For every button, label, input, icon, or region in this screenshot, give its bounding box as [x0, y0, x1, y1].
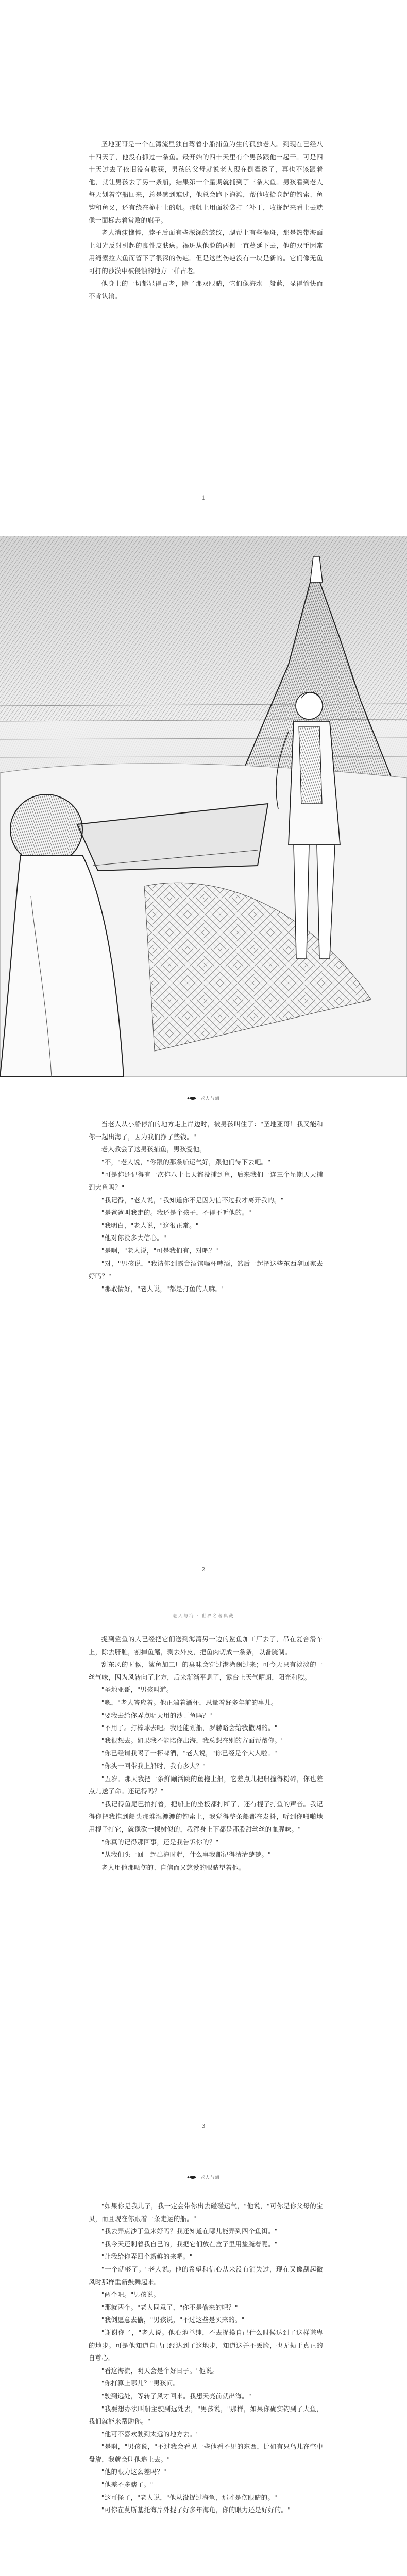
paragraph: 当老人从小船停泊的地方走上岸边时，被男孩叫住了："圣地亚哥！我又能和你一起出海了，因为我们挣了些钱。" [89, 1120, 323, 1141]
paragraph: 捉到鲨鱼的人已经把它们送到海湾另一边的鲨鱼加工厂去了，吊在复合滑车上，除去肝脏，割掉鱼鳍，剥去外皮，把鱼肉切成一条条，以备腌制。 [89, 1635, 323, 1656]
page-1 [0, 0, 407, 536]
paragraph: "你已经请我喝了一杯啤酒，"老人说，"你已经是个大人啦。" [101, 1749, 278, 1757]
paragraph: "我要想办法叫船主驶到远处去，"男孩说，"那样，如果你确实钓到了大鱼，我们就能来帮助你。" [89, 2404, 323, 2426]
paragraph: "驶到远处，等转了风才回来。我想天亮前就出海。" [101, 2392, 251, 2400]
paragraph: "你头一回带我上船时，我有多大？" [101, 1761, 206, 1770]
paragraph: "如果你是我儿子，我一定会带你出去碰碰运气，"他说，"可你是你父母的宝贝，而且现在你跟着一条走运的船。" [89, 2202, 323, 2223]
paragraph: "我倒愿意去偷，"男孩说，"不过这些是买来的。" [101, 2316, 245, 2324]
paragraph: 老人教会了这男孩捕鱼，男孩爱他。 [101, 1145, 206, 1154]
illustration-old-man-and-boy [0, 536, 407, 1077]
fish-icon [187, 1096, 196, 1100]
paragraph: "这可怪了，"老人说，"他从没捉过海龟，那才是伤眼睛的。" [101, 2493, 278, 2501]
page-4 [0, 2154, 407, 2576]
page-3-text [89, 1633, 323, 1874]
paragraph: 圣地亚哥是一个在湾流里独自驾着小船捕鱼为生的孤独老人。到现在已经八十四天了，他没有抓过一条鱼。最开始的四十天里有个男孩跟他一起干。可是四十天过去了依旧没有收获，男孩的父母就说老人现在倒霉透了，再也不该跟着他，就让男孩去了另一条船，结果第一个星期就捕到了三条大鱼。男孩看到老人每天划着空船回来，总是感到难过，他总会跑下海滩，帮他收拾卷起的钓索、鱼钩和鱼叉，还有绕在桅杆上的帆。那帆上用面粉袋打了补丁，收拢起来看上去就像一面标志着常败的旗子。 [89, 140, 323, 224]
paragraph: "让我给你弄四个新鲜的来吧。" [101, 2252, 193, 2261]
illustration-drawing [0, 536, 407, 1077]
paragraph: "我今天还剩着我自己的，我把它们放在盒子里用盐腌着呢。" [101, 2240, 278, 2248]
paragraph: "他的眼力这么差吗？" [101, 2468, 167, 2476]
paragraph: "你真的记得那回事，还是我告诉你的？" [101, 1838, 219, 1846]
paragraph: "那敢情好，"老人说，"都是打鱼的人嘛。" [101, 1284, 225, 1293]
paragraph: "我记得，"老人说，"我知道你不是因为信不过我才离开我的。" [101, 1196, 284, 1204]
paragraph: "圣地亚哥，"男孩叫道。 [101, 1686, 173, 1694]
footer-label: 老人与海 [200, 1096, 220, 1101]
page-4-top-mark [0, 2174, 407, 2180]
paragraph: "一个就够了。"老人说。他的希望和信心从来没有消失过，现在又像刮起微风时那样重新鼓舞起来。 [89, 2265, 323, 2286]
page-2-text [89, 1118, 323, 1295]
page-4-text [89, 2200, 323, 2517]
paragraph: "他可不喜欢驶到太远的地方去。" [101, 2430, 199, 2438]
paragraph: "他差不多瞎了。" [101, 2481, 154, 2489]
page-header: 老人与海 · 世界名著典藏 [173, 1614, 234, 1619]
paragraph: "对，"男孩说，"我请你到露台酒馆喝杯啤酒，然后一起把这些东西拿回家去好吗？" [89, 1259, 323, 1280]
paragraph: "不用了。打棒球去吧。我还能划船，罗赫略会给我撒网的。" [101, 1724, 278, 1732]
paragraph: "那就两个。"老人同意了，"你不是偷来的吧？" [101, 2303, 238, 2311]
page-number: 1 [201, 495, 206, 501]
paragraph: "从我们头一回一起出海时起，什么事我都记得清清楚楚。" [101, 1851, 272, 1859]
paragraph: "两个吧。"男孩说。 [101, 2291, 160, 2299]
paragraph: 老人消瘦憔悴，脖子后面有些深深的皱纹，腮帮上有些褐斑，那是热带海面上阳光反射引起的良性皮肤癌。褐斑从他脸的两侧一直蔓延下去，他的双手因常用绳索拉大鱼而留下了很深的伤疤。但是这些伤疤没有一块是新的。它们像无鱼可打的沙漠中被侵蚀的地方一样古老。 [89, 229, 323, 275]
paragraph: "嗯，"老人答应着。他正端着酒杯，思量着好多年前的事儿。 [101, 1698, 278, 1706]
paragraph: "可是你还记得有一次你八十七天都没捕到鱼，后来我们一连三个星期天天捕到大鱼吗？" [89, 1171, 323, 1191]
paragraph: "是啊，"老人说，"可是我们有，对吧？" [101, 1246, 218, 1255]
paragraph: 他身上的一切都显得古老，除了那双眼睛，它们像海水一般蓝，显得愉快而不肯认输。 [89, 279, 323, 300]
paragraph: "不，"老人说，"你跟的那条船运气好，跟他们待下去吧。" [101, 1158, 271, 1166]
paragraph: "我记得鱼尾巴拍打着，把船上的坐板都打断了，还有棍子打鱼的声音。我记得你把我推到船头那堆湿漉漉的钓索上，我觉得整条船都在发抖，听到你啪啪地用棍子打它，就像砍一棵树似的，我浑身上下都是那股甜丝丝的血腥味。" [89, 1800, 323, 1833]
page-number: 2 [201, 1566, 206, 1573]
page-3 [0, 1597, 407, 2154]
page-1-text [89, 138, 323, 303]
paragraph: "五岁。那天我把一条鲜蹦活跳的鱼拖上船，它差点儿把船撞得粉碎，你也差点儿送了命。还记得吗？" [89, 1774, 323, 1795]
paragraph: "他对你没多大信心。" [101, 1234, 167, 1242]
page-2-top-mark [0, 1095, 407, 1101]
paragraph: "可你在莫斯基托海岸外捉了好多年海龟，你的眼力还是好好的。" [101, 2506, 291, 2514]
paragraph: "你打算上哪儿？"男孩问。 [101, 2379, 180, 2387]
page-2 [0, 1077, 407, 1598]
paragraph: "要我去给你弄点明天用的沙丁鱼吗？" [101, 1711, 212, 1719]
paragraph: "是啊，"男孩说，"不过我会看见一些他看不见的东西，比如有只鸟儿在空中盘旋，我就会叫他追上去。" [89, 2443, 323, 2463]
page-number: 3 [201, 2123, 206, 2129]
paragraph: "看这海流，明天会是个好日子。"他说。 [101, 2366, 219, 2375]
paragraph: "我明白，"老人说，"这很正常。" [101, 1221, 199, 1229]
fish-icon [187, 2175, 196, 2179]
paragraph: "我去弄点沙丁鱼来好吗？我还知道在哪儿能弄到四个鱼饵。" [101, 2227, 278, 2235]
paragraph: "我很想去。如果我不能陪你出海，我总想在别的方面帮帮你。" [101, 1736, 284, 1744]
footer-label: 老人与海 [200, 2175, 220, 2180]
paragraph: "是爸爸叫我走的。我还是个孩子，不得不听他的。" [101, 1209, 251, 1217]
paragraph: 老人用他那晒伤的、自信而又慈爱的眼睛望着他。 [101, 1863, 245, 1871]
paragraph: 刮东风的时候，鲨鱼加工厂的臭味会穿过港湾飘过来；可今天只有淡淡的一丝气味，因为风转向了北方，后来渐渐平息了，露台上天气晴朗，阳光和煦。 [89, 1660, 323, 1681]
paragraph: "谢谢你了，"老人说。他心地单纯，不去捉摸自己什么时候达到了这样谦卑的地步。可是他知道自己已经达到了这地步，知道这并不丢脸，也无损于真正的自尊心。 [89, 2328, 323, 2362]
